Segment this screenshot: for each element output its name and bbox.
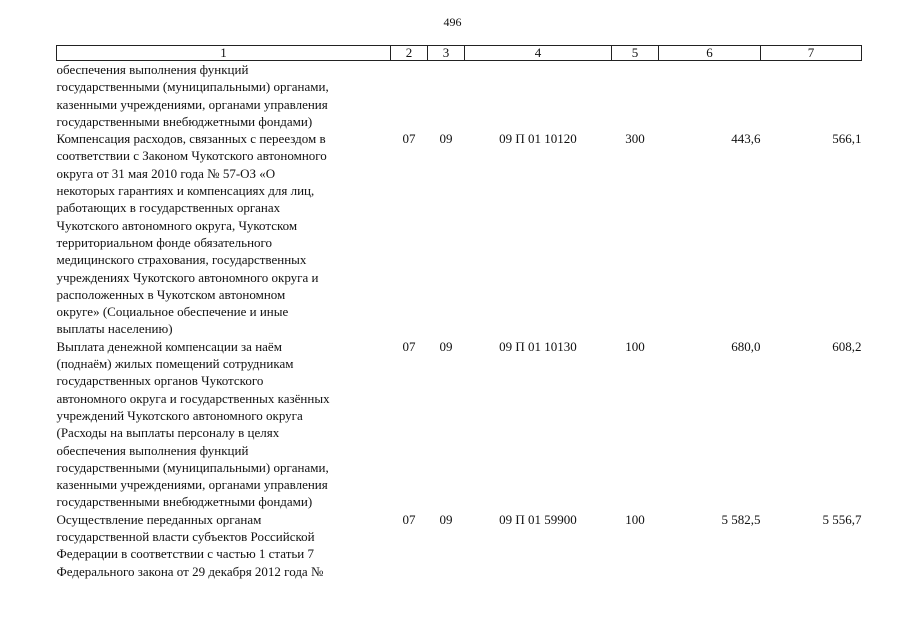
cell-section-code (391, 61, 428, 131)
cell-target-article (465, 61, 612, 131)
description-line: (Расходы на выплаты персоналу в целях (56, 425, 280, 441)
description-line: казенными учреждениями, органами управления (56, 96, 328, 112)
description-line: Федерального закона от 29 декабря 2012 года № (56, 563, 324, 579)
cell-subsection-code (428, 61, 465, 131)
row-description (57, 511, 391, 580)
cell-expense-type (612, 61, 659, 131)
description-line: обеспечения выполнения функций (56, 442, 249, 458)
description-line: государственными (муниципальными) органами, (56, 79, 329, 95)
row-description (57, 338, 391, 511)
column-header-5: 5 (612, 46, 659, 61)
cell-subsection-code: 09 (439, 511, 453, 527)
cell-amount-col6: 443,6 (731, 131, 761, 147)
description-line: обеспечения выполнения функций (56, 62, 249, 77)
cell-expense-type: 100 (625, 511, 645, 527)
column-header-6: 6 (659, 46, 761, 61)
description-line: расположенных в Чукотском автономном (56, 286, 286, 302)
description-line: Компенсация расходов, связанных с переездом в (56, 131, 326, 147)
cell-target-article: 09 П 01 10130 (499, 338, 577, 354)
column-header-2: 2 (391, 46, 428, 61)
description-line: Осуществление переданных органам (56, 511, 262, 527)
cell-amount-col7: 608,2 (832, 338, 862, 354)
cell-amount-col6: 5 582,5 (721, 511, 761, 527)
cell-amount-col6 (659, 61, 761, 131)
description-line: учреждений Чукотского автономного округа (56, 407, 303, 423)
table-header-row (57, 46, 862, 61)
table-body (57, 61, 862, 580)
cell-expense-type: 100 (625, 338, 645, 354)
description-line: Выплата денежной компенсации за наём (56, 338, 282, 354)
description-line: автономного округа и государственных казённых (56, 390, 330, 406)
description-line: государственными внебюджетными фондами) (56, 494, 313, 510)
description-line: учреждениях Чукотского автономного округа и (56, 269, 319, 285)
cell-amount-col7: 566,1 (832, 131, 862, 147)
description-line: казенными учреждениями, органами управления (56, 477, 328, 493)
description-line: государственными (муниципальными) органами, (56, 459, 329, 475)
cell-target-article: 09 П 01 59900 (499, 511, 577, 527)
row-description (57, 130, 391, 338)
column-header-7: 7 (761, 46, 862, 61)
column-header-4: 4 (465, 46, 612, 61)
description-line: некоторых гарантиях и компенсациях для лиц, (56, 183, 315, 199)
cell-expense-type: 300 (625, 131, 645, 147)
cell-section-code: 07 (402, 511, 416, 527)
column-header-1: 1 (57, 46, 391, 61)
description-line: территориальном фонде обязательного (56, 234, 273, 250)
description-line: выплаты населению) (56, 321, 173, 337)
page-number: 496 (443, 15, 462, 29)
description-line: Федерации в соответствии с частью 1 статьи 7 (56, 546, 315, 562)
cell-section-code: 07 (402, 338, 416, 354)
description-line: государственными внебюджетными фондами) (56, 113, 313, 129)
description-line: (поднаём) жилых помещений сотрудникам (56, 356, 294, 372)
description-line: округе» (Социальное обеспечение и иные (56, 304, 289, 320)
description-line: округа от 31 мая 2010 года № 57-ОЗ «О (56, 165, 276, 181)
cell-subsection-code: 09 (439, 338, 453, 354)
column-header-3: 3 (428, 46, 465, 61)
cell-section-code: 07 (402, 131, 416, 147)
cell-subsection-code: 09 (439, 131, 453, 147)
description-line: Чукотского автономного округа, Чукотском (56, 217, 298, 233)
description-line: государственной власти субъектов Российской (56, 529, 315, 545)
table-row (57, 511, 862, 580)
cell-target-article: 09 П 01 10120 (499, 131, 577, 147)
table-row (57, 61, 862, 131)
cell-amount-col7 (761, 61, 862, 131)
cell-amount-col7: 5 556,7 (822, 511, 862, 527)
description-line: работающих в государственных органах (56, 200, 281, 216)
description-line: государственных органов Чукотского (56, 373, 264, 389)
table-row (57, 130, 862, 338)
row-description (57, 61, 391, 131)
budget-table (56, 45, 862, 580)
cell-amount-col6: 680,0 (731, 338, 761, 354)
description-line: соответствии с Законом Чукотского автономного (56, 148, 327, 164)
description-line: медицинского страхования, государственных (56, 252, 307, 268)
table-row (57, 338, 862, 511)
